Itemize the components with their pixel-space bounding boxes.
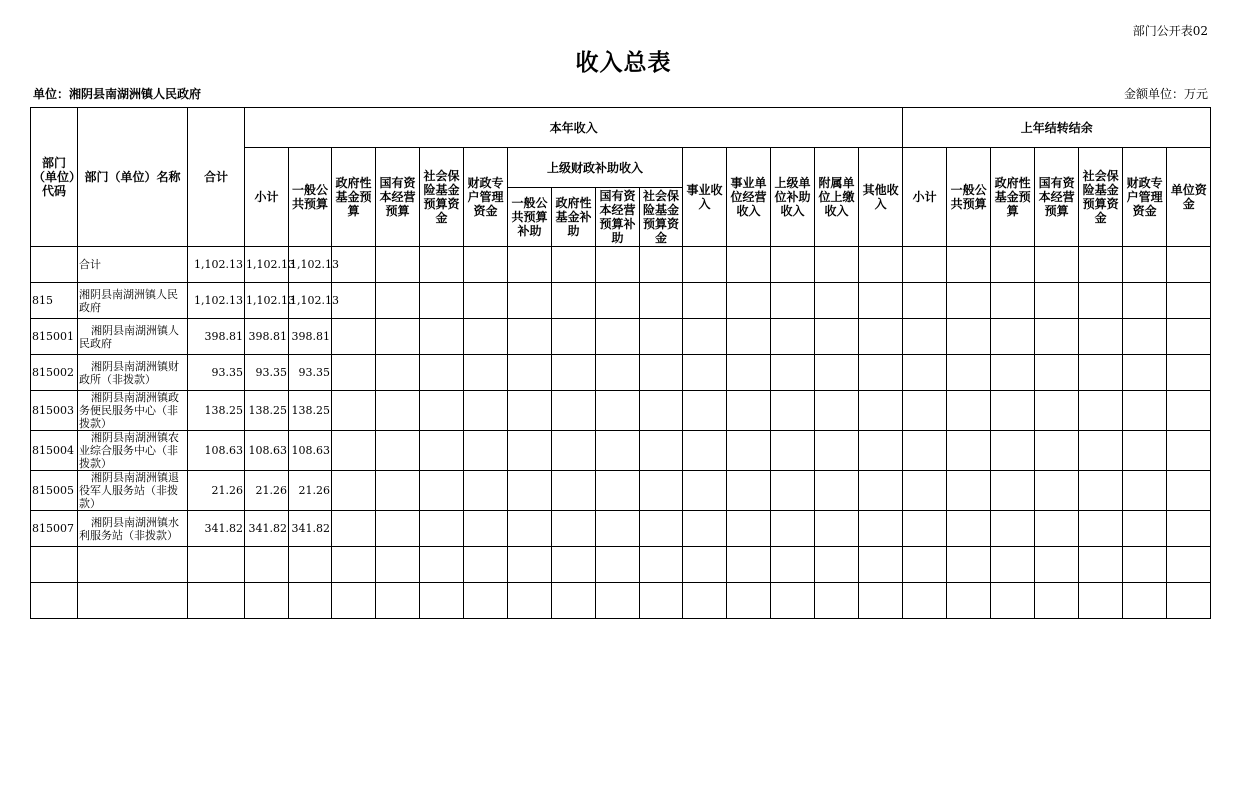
- col-gov-fund-budget: 政府性基金预算: [332, 148, 376, 247]
- row-code: 815002: [31, 355, 78, 391]
- col-current-year: 本年收入: [245, 108, 903, 148]
- row-general-budget: 138.25: [289, 391, 332, 431]
- col-total: 合计: [188, 108, 245, 247]
- col-ly-social-insurance: 社会保险基金预算资金: [1079, 148, 1123, 247]
- col-last-year: 上年结转结余: [903, 108, 1211, 148]
- row-code: [31, 247, 78, 283]
- row-subtotal: 138.25: [245, 391, 289, 431]
- col-social-insurance-budget: 社会保险基金预算资金: [420, 148, 464, 247]
- row-general-budget: 341.82: [289, 511, 332, 547]
- table-row: [31, 283, 1211, 319]
- row-general-budget: 1,102.13: [289, 247, 332, 283]
- col-subtotal: 小计: [245, 148, 289, 247]
- row-total: 108.63: [188, 431, 245, 471]
- table-row: [31, 471, 1211, 511]
- col-general-budget: 一般公共预算: [289, 148, 332, 247]
- col-sub-social-insurance: 社会保险基金预算资金: [640, 188, 683, 247]
- row-total: 93.35: [188, 355, 245, 391]
- table-row: [31, 355, 1211, 391]
- row-subtotal: 398.81: [245, 319, 289, 355]
- col-sub-state-capital: 国有资本经营预算补助: [596, 188, 640, 247]
- table-row: [31, 247, 1211, 283]
- row-name: 湘阴县南湖洲镇农业综合服务中心（非拨款）: [78, 431, 188, 471]
- row-general-budget: 93.35: [289, 355, 332, 391]
- row-subtotal: 1,102.13: [245, 247, 289, 283]
- page-title: 收入总表: [575, 50, 672, 76]
- row-name: 湘阴县南湖洲镇政务便民服务中心（非拨款）: [78, 391, 188, 431]
- row-general-budget: 21.26: [289, 471, 332, 511]
- row-total: 1,102.13: [188, 247, 245, 283]
- table-row: [31, 391, 1211, 431]
- row-general-budget: 108.63: [289, 431, 332, 471]
- table-row: [31, 431, 1211, 471]
- col-fiscal-special-account: 财政专户管理资金: [464, 148, 508, 247]
- row-subtotal: 108.63: [245, 431, 289, 471]
- unit-label: 单位：湘阴县南湖洲镇人民政府: [33, 87, 202, 101]
- row-name: 湘阴县南湖洲镇退役军人服务站（非拨款）: [78, 471, 188, 511]
- row-code: 815: [31, 283, 78, 319]
- col-ly-subtotal: 小计: [903, 148, 947, 247]
- row-subtotal: 341.82: [245, 511, 289, 547]
- row-code: 815007: [31, 511, 78, 547]
- row-total: 398.81: [188, 319, 245, 355]
- row-total: 1,102.13: [188, 283, 245, 319]
- row-name: 湘阴县南湖洲镇水利服务站（非拨款）: [78, 511, 188, 547]
- row-code: 815005: [31, 471, 78, 511]
- col-other-income: 其他收入: [859, 148, 903, 247]
- income-summary-table: [30, 107, 1211, 619]
- col-sub-general-budget: 一般公共预算补助: [508, 188, 552, 247]
- col-ly-fiscal-special: 财政专户管理资金: [1123, 148, 1167, 247]
- row-general-budget: 1,102.13: [289, 283, 332, 319]
- row-subtotal: 1,102.13: [245, 283, 289, 319]
- row-total: 21.26: [188, 471, 245, 511]
- row-code: 815004: [31, 431, 78, 471]
- col-ly-gov-fund: 政府性基金预算: [991, 148, 1035, 247]
- col-affiliated-unit-income: 附属单位上缴收入: [815, 148, 859, 247]
- row-name: 湘阴县南湖洲镇人民政府: [78, 283, 188, 319]
- col-dept-name: 部门（单位）名称: [78, 108, 188, 247]
- table-row: [31, 319, 1211, 355]
- row-name: 湘阴县南湖洲镇人民政府: [78, 319, 188, 355]
- row-code: 815001: [31, 319, 78, 355]
- col-dept-code: 部门（单位）代码: [31, 108, 78, 247]
- col-ly-general-budget: 一般公共预算: [947, 148, 991, 247]
- form-code: 部门公开表02: [1132, 24, 1208, 38]
- money-unit-label: 金额单位：万元: [1123, 87, 1208, 101]
- row-subtotal: 21.26: [245, 471, 289, 511]
- col-ly-state-capital: 国有资本经营预算: [1035, 148, 1079, 247]
- row-total: 138.25: [188, 391, 245, 431]
- empty-row: [31, 547, 1211, 583]
- col-superior-unit-subsidy: 上级单位补助收入: [771, 148, 815, 247]
- row-general-budget: 398.81: [289, 319, 332, 355]
- col-sub-gov-fund: 政府性基金补助: [552, 188, 596, 247]
- row-total: 341.82: [188, 511, 245, 547]
- col-state-capital-budget: 国有资本经营预算: [376, 148, 420, 247]
- row-subtotal: 93.35: [245, 355, 289, 391]
- empty-row: [31, 583, 1211, 619]
- row-name: 湘阴县南湖洲镇财政所（非拨款）: [78, 355, 188, 391]
- col-business-income: 事业收入: [683, 148, 727, 247]
- col-superior-subsidy: 上级财政补助收入: [508, 148, 683, 188]
- row-name: 合计: [78, 247, 188, 283]
- table-row: [31, 511, 1211, 547]
- row-code: 815003: [31, 391, 78, 431]
- col-ly-unit-funds: 单位资金: [1167, 148, 1211, 247]
- col-business-operating-income: 事业单位经营收入: [727, 148, 771, 247]
